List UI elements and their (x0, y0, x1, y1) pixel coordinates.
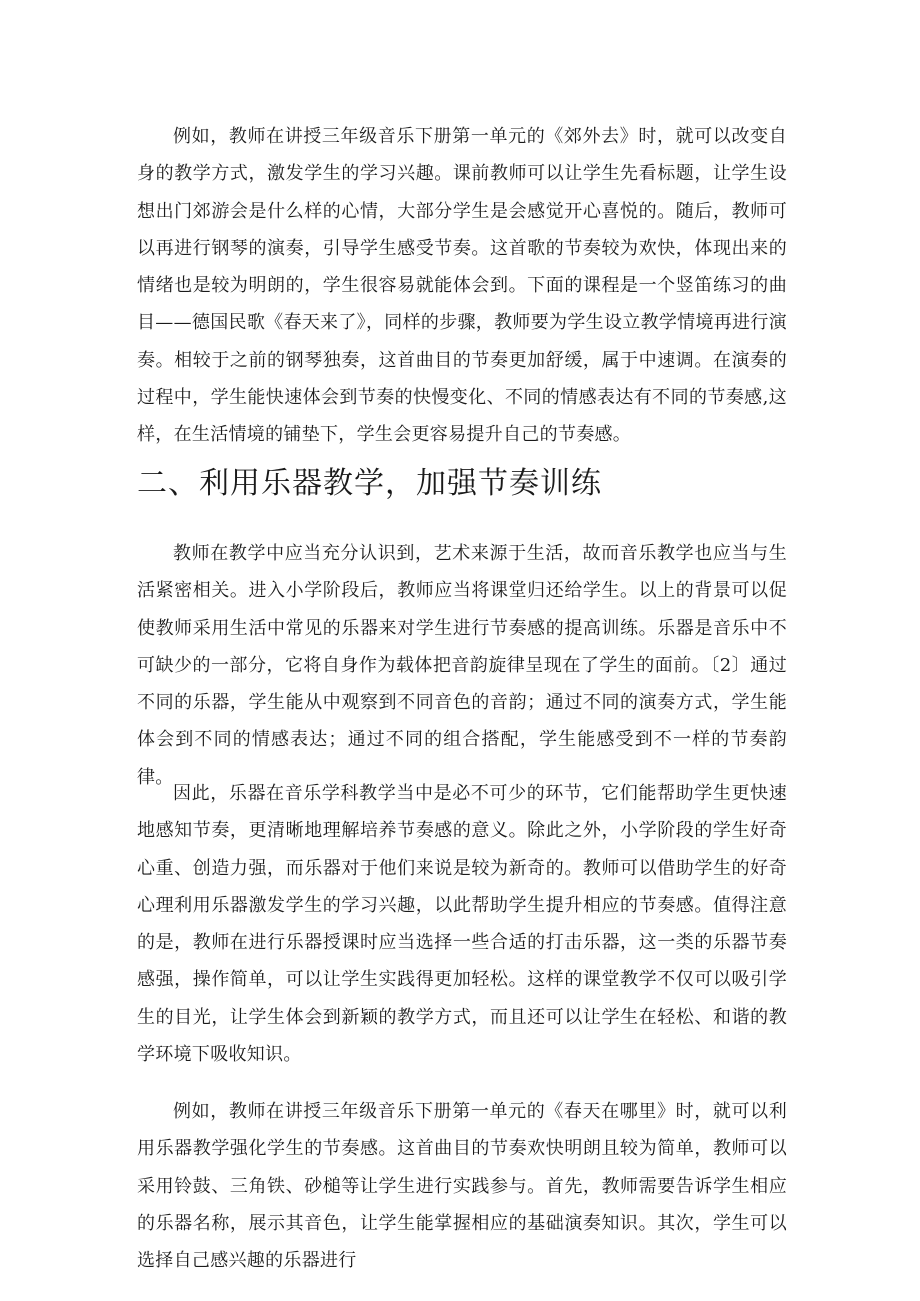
paragraph-art-from-life: 教师在教学中应当充分认识到，艺术来源于生活，故而音乐教学也应当与生活紧密相关。进入小学阶段后，教师应当将课堂归还给学生。以上的背景可以促使教师采用生活中常见的乐器来对学生进行节奏感的提高训练。乐器是音乐中不可缺少的一部分，它将自身作为载体把音韵旋律呈现在了学生的面前。〔2〕通过不同的乐器，学生能从中观察到不同音色的音韵；通过不同的演奏方式，学生能体会到不同的情感表达；通过不同的组合搭配，学生能感受到不一样的节奏韵律。 (137, 543, 787, 788)
section-heading: 二、利用乐器教学，加强节奏训练 (137, 466, 602, 501)
paragraph-example-jiaowaiqu: 例如，教师在讲授三年级音乐下册第一单元的《郊外去》时，就可以改变自身的教学方式，激发学生的学习兴趣。课前教师可以让学生先看标题，让学生设想出门郊游会是什么样的心情，大部分学生是会感觉开心喜悦的。随后，教师可以再进行钢琴的演奏，引导学生感受节奏。这首歌的节奏较为欢快，体现出来的情绪也是较为明朗的，学生很容易就能体会到。下面的课程是一个竖笛练习的曲目——德国民歌《春天来了》，同样的步骤，教师要为学生设立教学情境再进行演奏。相较于之前的钢琴独奏，这首曲目的节奏更加舒缓，属于中速调。在演奏的过程中，学生能快速体会到节奏的快慢变化、不同的情感表达有不同的节奏感,这样，在生活情境的铺垫下，学生会更容易提升自己的节奏感。 (137, 126, 787, 446)
paragraph-instruments-essential: 因此，乐器在音乐学科教学当中是必不可少的环节，它们能帮助学生更快速地感知节奏，更清晰地理解培养节奏感的意义。除此之外，小学阶段的学生好奇心重、创造力强，而乐器对于他们来说是较为新奇的。教师可以借助学生的好奇心理利用乐器激发学生的学习兴趣，以此帮助学生提升相应的节奏感。值得注意的是，教师在进行乐器授课时应当选择一些合适的打击乐器，这一类的乐器节奏感强，操作简单，可以让学生实践得更加轻松。这样的课堂教学不仅可以吸引学生的目光，让学生体会到新颖的教学方式，而且还可以让学生在轻松、和谐的教学环境下吸收知识。 (137, 783, 787, 1066)
paragraph-example-chuntian: 例如，教师在讲授三年级音乐下册第一单元的《春天在哪里》时，就可以利用乐器教学强化学生的节奏感。这首曲目的节奏欢快明朗且较为简单，教师可以采用铃鼓、三角铁、砂槌等让学生进行实践参与。首先，教师需要告诉学生相应的乐器名称，展示其音色，让学生能掌握相应的基础演奏知识。其次，学生可以选择自己感兴趣的乐器进行 (137, 1101, 787, 1272)
